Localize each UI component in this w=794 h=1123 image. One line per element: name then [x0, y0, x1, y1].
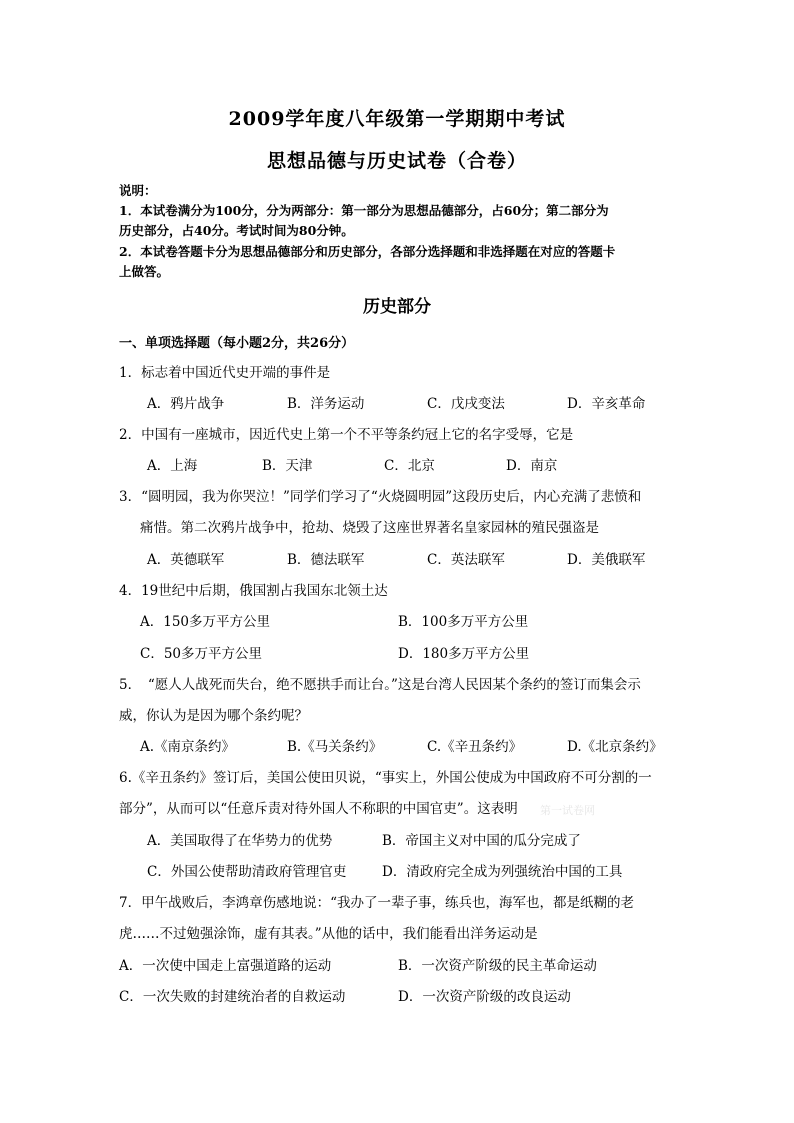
- question-4-option-b: B．100多万平方公里: [398, 614, 529, 630]
- question-6-stem-line-1: 6.《辛丑条约》签订后，美国公使田贝说，“事实上，外国公使成为中国政府不可分割的一: [119, 770, 652, 786]
- question-5-stem-line-2: 威，你认为是因为哪个条约呢？: [119, 708, 308, 724]
- question-1-option-b: B．洋务运动: [287, 396, 365, 412]
- question-3-stem-line-2: 痛惜。第二次鸦片战争中，抢劫、烧毁了这座世界著名皇家园林的殖民强盗是: [140, 520, 599, 536]
- question-5-option-d: D.《北京条约》: [567, 739, 663, 755]
- instruction-1-line-1: 1．本试卷满分为100分，分为两部分：第一部分为思想品德部分，占60分；第二部分为: [119, 203, 609, 218]
- question-6-stem-line-2: 部分”，从而可以“任意斥责对待外国人不称职的中国官吏”。这表明: [119, 801, 518, 817]
- watermark: 第一试卷网: [540, 804, 595, 817]
- question-3-stem-line-1: 3．“圆明园，我为你哭泣！”同学们学习了“火烧圆明园”这段历史后，内心充满了悲愤和: [119, 489, 642, 505]
- exam-subtitle: 思想品德与历史试卷（合卷）: [266, 150, 527, 172]
- question-2-stem: 2．中国有一座城市，因近代史上第一个不平等条约冠上它的名字受辱，它是: [119, 427, 574, 443]
- question-2-option-b: B．天津: [262, 458, 313, 474]
- question-1-option-d: D．辛亥革命: [567, 396, 646, 412]
- question-5-stem-line-1: 5． “愿人人战死而失台，绝不愿拱手而让台。”这是台湾人民因某个条约的签订而集会示: [119, 677, 641, 693]
- question-7-option-b: B．一次资产阶级的民主革命运动: [398, 958, 597, 974]
- question-3-option-a: A．英德联军: [147, 552, 225, 568]
- question-type-heading: 一、单项选择题（每小题2分，共26分）: [119, 336, 355, 351]
- question-4-option-c: C．50多万平方公里: [140, 646, 263, 662]
- question-6-option-b: B．帝国主义对中国的瓜分完成了: [382, 833, 581, 849]
- question-1-stem: 1．标志着中国近代史开端的事件是: [119, 365, 331, 381]
- instruction-1-line-2: 历史部分，占40分。考试时间为80分钟。: [119, 223, 354, 238]
- question-6-option-d: D．清政府完全成为列强统治中国的工具: [382, 864, 623, 880]
- instructions-label: 说明：: [119, 183, 157, 198]
- question-6-option-c: C．外国公使帮助清政府管理官吏: [147, 864, 347, 880]
- question-3-option-b: B．德法联军: [287, 552, 365, 568]
- question-1-option-c: C．戊戌变法: [427, 396, 505, 412]
- question-3-option-c: C．英法联军: [427, 552, 505, 568]
- question-6-option-a: A．美国取得了在华势力的优势: [147, 833, 333, 849]
- question-7-option-d: D．一次资产阶级的改良运动: [398, 989, 571, 1005]
- question-7-stem-line-1: 7．甲午战败后，李鸿章伤感地说：“我办了一辈子事，练兵也，海军也，都是纸糊的老: [119, 895, 634, 911]
- question-5-option-a: A.《南京条约》: [140, 739, 236, 755]
- question-1-option-a: A．鸦片战争: [147, 396, 225, 412]
- question-2-option-d: D．南京: [506, 458, 558, 474]
- question-7-stem-line-2: 虎……不过勉强涂饰，虚有其表。”从他的话中，我们能看出洋务运动是: [119, 926, 538, 942]
- exam-title: 2009学年度八年级第一学期期中考试: [228, 108, 566, 130]
- question-3-option-d: D．美俄联军: [567, 552, 646, 568]
- question-4-option-a: A．150多万平方公里: [140, 614, 271, 630]
- instruction-2-line-1: 2．本试卷答题卡分为思想品德部分和历史部分，各部分选择题和非选择题在对应的答题卡: [119, 244, 616, 259]
- question-4-stem: 4．19世纪中后期，俄国割占我国东北领土达: [119, 583, 388, 599]
- question-4-option-d: D．180多万平方公里: [398, 646, 530, 662]
- question-7-option-a: A．一次使中国走上富强道路的运动: [119, 958, 332, 974]
- question-2-option-c: C．北京: [384, 458, 435, 474]
- question-5-option-c: C.《辛丑条约》: [427, 739, 523, 755]
- question-2-option-a: A．上海: [147, 458, 198, 474]
- instruction-2-line-2: 上做答。: [119, 264, 170, 279]
- question-7-option-c: C．一次失败的封建统治者的自救运动: [119, 989, 346, 1005]
- section-title: 历史部分: [363, 297, 431, 317]
- question-5-option-b: B.《马关条约》: [287, 739, 383, 755]
